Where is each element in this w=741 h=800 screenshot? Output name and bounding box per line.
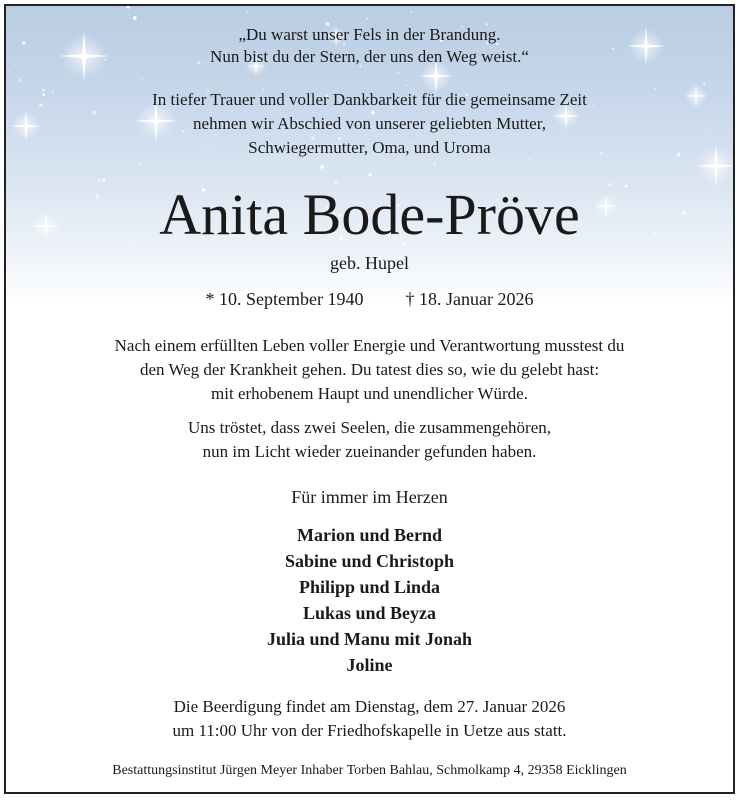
intro-text (6, 88, 733, 160)
star-dot (19, 79, 22, 82)
intro-line: nehmen wir Abschied von unserer geliebten Mutter, (193, 114, 546, 133)
star-dot (703, 83, 705, 85)
death-date: † 18. Januar 2026 (405, 289, 534, 309)
paragraph-line: nun im Licht wieder zueinander gefunden haben. (202, 442, 537, 461)
star-dot (139, 163, 141, 165)
star-dot (129, 14, 130, 15)
funeral-line: Die Beerdigung findet am Dienstag, dem 27. Januar 2026 (173, 697, 566, 716)
mourner: Julia und Manu mit Jonah (266, 629, 473, 649)
paragraph-comfort (6, 416, 733, 464)
star-dot (126, 6, 130, 8)
star-dot (366, 18, 368, 20)
paragraph-line: Uns tröstet, dass zwei Seelen, die zusammengehören, (187, 418, 552, 437)
star-dot (133, 16, 137, 20)
paragraph-line: Nach einem erfüllten Leben voller Energie und Verantwortung musstest du (114, 336, 625, 355)
star-dot (320, 165, 324, 169)
mourner: Lukas und Beyza (302, 603, 437, 623)
paragraph-line: den Weg der Krankheit gehen. Du tatest dies so, wie du gelebt hast: (139, 360, 600, 379)
mourner: Sabine und Christoph (284, 551, 455, 571)
intro-line: Schwiegermutter, Oma, und Uroma (248, 138, 491, 157)
mourners-list (6, 522, 733, 678)
intro-line: In tiefer Trauer und voller Dankbarkeit für die gemeinsame Zeit (152, 90, 587, 109)
funeral-line: um 11:00 Uhr von der Friedhofskapelle in Uetze aus statt. (172, 721, 567, 740)
star-dot (405, 84, 407, 86)
paragraph-line: mit erhobenem Haupt und unendlicher Würde. (211, 384, 528, 403)
star-dot (410, 11, 412, 13)
mourner: Joline (346, 655, 393, 675)
quote (6, 24, 733, 68)
star-dot (103, 178, 106, 181)
star-dot (368, 173, 371, 176)
funeral-info (6, 695, 733, 743)
mourner: Marion und Bernd (296, 525, 443, 545)
birth-name: geb. Hupel (330, 253, 409, 273)
paragraph-life (6, 334, 733, 406)
birth-date: * 10. September 1940 (205, 289, 364, 309)
quote-line: Nun bist du der Stern, der uns den Weg weist.“ (210, 47, 529, 66)
quote-line: „Du warst unser Fels in der Brandung. (238, 25, 501, 44)
funeral-home-footer: Bestattungsinstitut Jürgen Meyer Inhaber Torben Bahlau, Schmolkamp 4, 29358 Eicklingen (112, 763, 627, 778)
forever-heading: Für immer im Herzen (291, 487, 448, 507)
obituary-notice (4, 4, 735, 794)
star-dot (142, 78, 143, 79)
star-dot (247, 12, 248, 13)
deceased-name: Anita Bode-Pröve (159, 182, 580, 247)
star-dot (433, 163, 436, 166)
mourner: Philipp und Linda (298, 577, 441, 597)
life-dates (6, 289, 733, 310)
star-dot (397, 72, 399, 74)
